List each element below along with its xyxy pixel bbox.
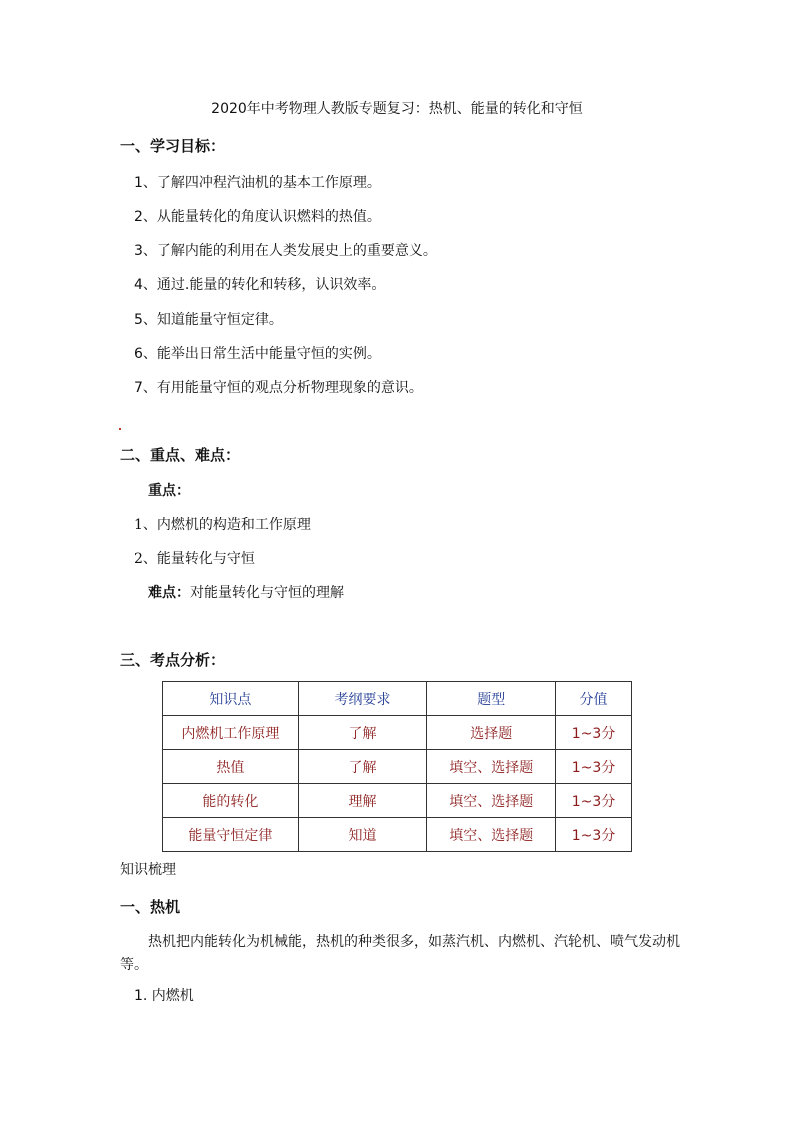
table-cell: 内燃机工作原理 <box>163 716 299 750</box>
table-row <box>163 784 632 818</box>
header-requirement: 考纲要求 <box>298 682 427 716</box>
heat-engine-heading: 一、热机 <box>120 898 181 916</box>
goal-item-4: 4、通过.能量的转化和转移，认识效率。 <box>134 277 386 293</box>
goal-item-1: 1、了解四冲程汽油机的基本工作原理。 <box>134 175 381 191</box>
heat-engine-paragraph: 热机把内能转化为机械能，热机的种类很多，如蒸汽机、内燃机、汽轮机、喷气发动机等。 <box>120 934 680 973</box>
table-cell: 了解 <box>298 750 427 784</box>
exam-analysis-table <box>162 681 632 852</box>
table-cell: 填空、选择题 <box>427 784 556 818</box>
key-point-item-1: 1、内燃机的构造和工作原理 <box>134 517 311 533</box>
goal-item-5: 5、知道能量守恒定律。 <box>134 312 283 328</box>
goal-item-3: 3、了解内能的利用在人类发展史上的重要意义。 <box>134 243 437 259</box>
table-cell: 填空、选择题 <box>427 750 556 784</box>
table-cell: 能量守恒定律 <box>163 818 299 852</box>
table-header-row <box>163 682 632 716</box>
key-points-label: 重点： <box>148 483 190 499</box>
stray-mark <box>119 428 121 430</box>
table-cell: 知道 <box>298 818 427 852</box>
table-cell: 1~3分 <box>556 784 632 818</box>
table-cell: 了解 <box>298 716 427 750</box>
document-title: 2020年中考物理人教版专题复习：热机、能量的转化和守恒 <box>211 101 583 117</box>
table-cell: 1~3分 <box>556 750 632 784</box>
header-question-type: 题型 <box>427 682 556 716</box>
table-cell: 选择题 <box>427 716 556 750</box>
header-knowledge-point: 知识点 <box>163 682 299 716</box>
goal-item-2: 2、从能量转化的角度认识燃料的热值。 <box>134 209 381 225</box>
knowledge-summary-label: 知识梳理 <box>120 862 176 878</box>
table-cell: 填空、选择题 <box>427 818 556 852</box>
table-cell: 能的转化 <box>163 784 299 818</box>
table-cell: 1~3分 <box>556 818 632 852</box>
table-row <box>163 818 632 852</box>
section-analysis-heading: 三、考点分析： <box>120 651 226 669</box>
section-learning-goals-heading: 一、学习目标： <box>120 137 226 155</box>
table-row <box>163 750 632 784</box>
table-cell: 热值 <box>163 750 299 784</box>
goal-item-6: 6、能举出日常生活中能量守恒的实例。 <box>134 346 381 362</box>
table-row <box>163 716 632 750</box>
difficult-text: 对能量转化与守恒的理解 <box>190 585 344 601</box>
goal-item-7: 7、有用能量守恒的观点分析物理现象的意识。 <box>134 380 423 396</box>
table-cell: 理解 <box>298 784 427 818</box>
difficult-label: 难点： <box>148 585 190 601</box>
key-point-item-2: 2、能量转化与守恒 <box>134 551 255 567</box>
table-cell: 1~3分 <box>556 716 632 750</box>
internal-combustion-item: 1. 内燃机 <box>134 988 194 1004</box>
section-key-points-heading: 二、重点、难点： <box>120 446 241 464</box>
difficult-point <box>148 583 344 603</box>
header-score: 分值 <box>556 682 632 716</box>
